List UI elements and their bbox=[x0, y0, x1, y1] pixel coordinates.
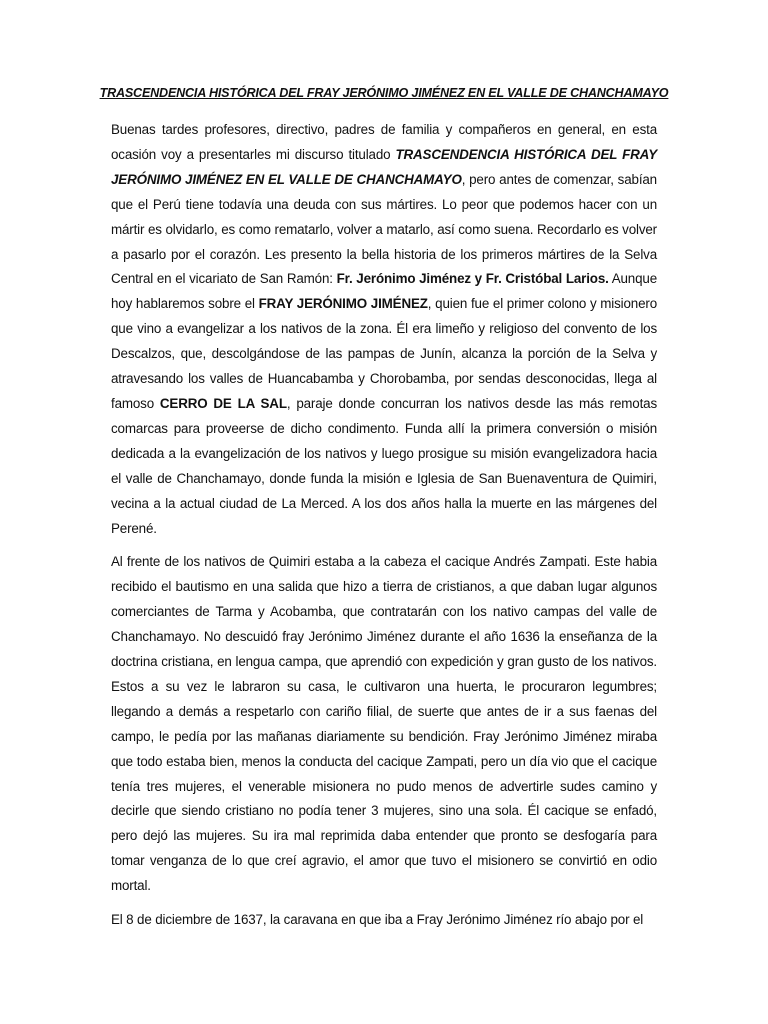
p1-bold-cerro: CERRO DE LA SAL bbox=[159, 395, 287, 411]
p1-bold-title: TRASCENDENCIA HISTÓRICA DEL FRAY JERÓNIMO JIMÉNEZ EN EL VALLE DE CHANCHAMAYO bbox=[111, 146, 657, 187]
document-body bbox=[111, 118, 657, 942]
p1-text-3: Aunque hoy hablaremos sobre el bbox=[111, 271, 657, 312]
p1-bold-names: Fr. Jerónimo Jiménez y Fr. Cristóbal Larios. bbox=[336, 271, 609, 287]
p1-text-2: , pero antes de comenzar, sabían que el Perú tiene todavía una deuda con sus mártires. Lo peor que podemos hacer con un mártir es olvidarlo, es como rematarlo, volver a matarlo, así como suena. Recordarlo es volver a pasarlo por el corazón. Les presento la bella historia de los primeros mártires de la Selva Central en el vicariato de San Ramón: bbox=[111, 171, 657, 287]
p1-text-1: Buenas tardes profesores, directivo, padres de familia y compañeros en general, en esta ocasión voy a presentarles mi discurso titulado bbox=[111, 122, 657, 162]
document-title: TRASCENDENCIA HISTÓRICA DEL FRAY JERÓNIMO JIMÉNEZ EN EL VALLE DE CHANCHAMAYO bbox=[99, 86, 669, 100]
p1-bold-fray: FRAY JERÓNIMO JIMÉNEZ bbox=[258, 296, 428, 312]
p1-text-5: , paraje donde concurran los nativos desde las más remotas comarcas para proveerse de dicho condimento. Funda allí la primera conversión o misión dedicada a la evangelización de los nativos y luego prosigue su misión evangelizadora hacia el valle de Chanchamayo, donde funda la misión e Iglesia de San Buenaventura de Quimiri, vecina a la actual ciudad de La Merced. A los dos años halla la muerte en las márgenes del Perené. bbox=[111, 395, 657, 536]
paragraph-3: El 8 de diciembre de 1637, la caravana en que iba a Fray Jerónimo Jiménez río abajo por el bbox=[111, 912, 644, 928]
p1-text-4: , quien fue el primer colono y misionero que vino a evangelizar a los nativos de la zona. Él era limeño y religioso del convento de los Descalzos, que, descolgándose de las pampas de Junín, alcanza la porción de la Selva y atravesando los valles de Huancabamba y Chorobamba, por sendas desconocidas, llega al famoso bbox=[111, 296, 658, 411]
paragraph-1 bbox=[111, 118, 657, 541]
paragraph-2: Al frente de los nativos de Quimiri estaba a la cabeza el cacique Andrés Zampati. Este habia recibido el bautismo en una salida que hizo a tierra de cristianos, a que daban lugar algunos comerciantes de Tarma y Acobamba, que contratarán con los nativo campas del valle de Chanchamayo. No descuidó fray Jerónimo Jiménez durante el año 1636 la enseñanza de la doctrina cristiana, en lengua campa, que aprendió con expedición y gran gusto de los nativos. Estos a su vez le labraron su casa, le cultivaron una huerta, le procuraron legumbres; llegando a demás a respetarlo con cariño filial, de suerte que antes de ir a sus faenas del campo, le pedía por las mañanas diariamente su bendición. Fray Jerónimo Jiménez miraba que todo estaba bien, menos la conducta del cacique Zampati, pero un día vio que el cacique tenía tres mujeres, el venerable misionera no pudo menos de advertirle sudes camino y decirle que siendo cristiano no podía tener 3 mujeres, sino una sola. Él cacique se enfadó, pero dejó las mujeres. Su ira mal reprimida daba entender que pronto se desfogaría para tomar venganza de lo que creí agravio, el amor que tuvo el misionero se convirtió en odio mortal. bbox=[111, 554, 657, 894]
